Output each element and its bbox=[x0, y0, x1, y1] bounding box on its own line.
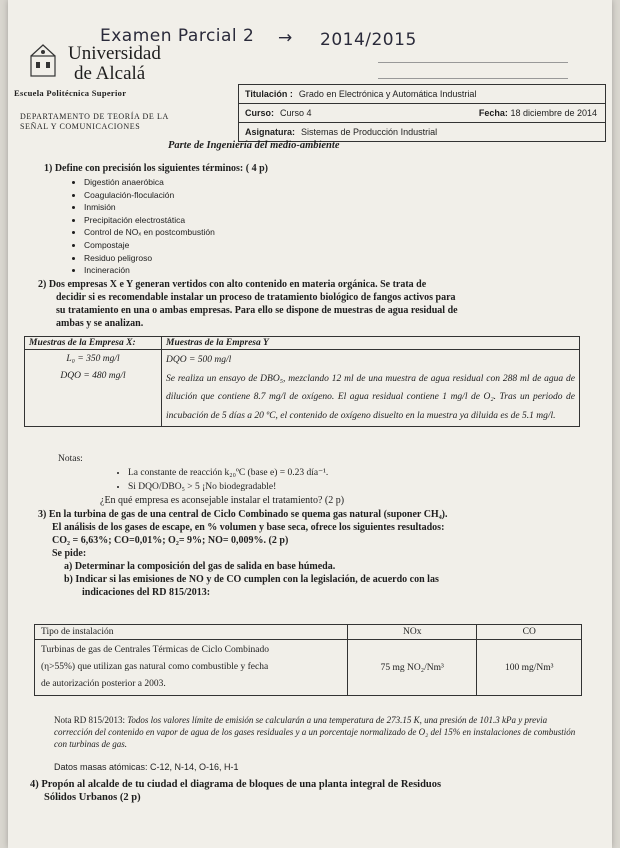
university-name: Universidad de Alcalá bbox=[68, 43, 161, 84]
rule bbox=[378, 62, 568, 63]
table-row bbox=[25, 350, 580, 427]
table-row bbox=[35, 625, 582, 640]
titulacion-row: Titulación : Grado en Electrónica y Automática Industrial bbox=[239, 85, 605, 104]
rd-note: Nota RD 815/2013: Todos los valores límite de emisión se calcularán a una temperatura de 273.15 K, una presión de 101.3 kPa y previa corrección del contenido en vapor de agua de los gases residuales y a un porcentaje normalizado de O₂ del 15% en instalaciones de combustión con turbinas de gas. bbox=[54, 715, 576, 749]
empresa-y-values: DQO = 500 mg/l Se realiza un ensayo de DBO₅, mezclando 12 ml de una muestra de agua residual con 288 ml de agua de dilución que contiene 8.7 mg/l de oxígeno. El agua residual contiene 1 mg/l de O₂. Tras un periodo de incubación de 5 días a 20 ºC, el contenido de oxígeno disuelto en la muestra ya diluida es de 5.1 mg/l. bbox=[162, 350, 580, 427]
question-2: 2) Dos empresas X e Y generan vertidos con alto contenido en materia orgánica. Se trata de decidir si es recomendable instalar un proceso de tratamiento biológico de fangos activos para su tratamiento en una o ambas empresas. Para ello se dispone de muestras de agua residual de ambas y se analizan. bbox=[38, 279, 458, 329]
list-item: • Residuo peligroso bbox=[84, 252, 215, 265]
empresa-x-values: L₀ = 350 mg/l DQO = 480 mg/l bbox=[25, 350, 162, 427]
list-item: • Si DQO/DBO₅ > 5 ¡No biodegradable! bbox=[128, 480, 528, 494]
samples-table bbox=[24, 336, 580, 427]
list-item: • Compostaje bbox=[84, 239, 215, 252]
list-item: • La constante de reacción k₂₀ºC (base e) = 0.23 día⁻¹. bbox=[128, 466, 528, 480]
exam-page bbox=[8, 0, 612, 848]
department-name: DEPARTAMENTO DE TEORÍA DE LA SEÑAL Y COMUNICACIONES bbox=[20, 112, 169, 131]
school-name: Escuela Politécnica Superior bbox=[14, 88, 127, 98]
curso-row: Curso: Curso 4 Fecha: 18 diciembre de 2014 bbox=[239, 104, 605, 123]
question-2-ask: ¿En qué empresa es aconsejable instalar el tratamiento? (2 p) bbox=[100, 495, 345, 506]
header-nox: NOx bbox=[348, 625, 477, 640]
list-item: • Incineración bbox=[84, 264, 215, 277]
handwritten-title: Examen Parcial 2 bbox=[100, 26, 255, 46]
header-tipo: Tipo de instalación bbox=[35, 625, 348, 640]
handwritten-arrow: → bbox=[278, 28, 293, 48]
list-item: • Digestión anaeróbica bbox=[84, 176, 215, 189]
terms-list bbox=[66, 176, 215, 277]
header-empresa-x: Muestras de la Empresa X: bbox=[25, 337, 162, 350]
list-item: • Inmisión bbox=[84, 201, 215, 214]
asignatura-row: Asignatura: Sistemas de Producción Industrial bbox=[245, 127, 438, 137]
list-item: • Precipitación electrostática bbox=[84, 214, 215, 227]
table-row bbox=[25, 337, 580, 350]
table-row bbox=[35, 640, 582, 696]
question-3: 3) En la turbina de gas de una central de Ciclo Combinado se quema gas natural (suponer CH₄). El análisis de los gases de escape, en % volumen y base seca, ofrece los siguientes resultados: CO₂ = 6,63%; CO=0,01%; O₂= 9%; NO= 0,009%. (2 p) Se pide: a) Determinar la composición del gas de salida en base húmeda. b) Indicar si las emisiones de NO y de CO cumplen con la legislación, de acuerdo con las indicaciones del RD 815/2013: bbox=[38, 509, 448, 598]
atomic-masses: Datos masas atómicas: C-12, N-14, O-16, H-1 bbox=[54, 762, 239, 772]
header-empresa-y: Muestras de la Empresa Y bbox=[162, 337, 580, 350]
nox-value: 75 mg NO₂/Nm³ bbox=[348, 640, 477, 696]
university-logo-icon bbox=[28, 42, 58, 78]
header-co: CO bbox=[477, 625, 582, 640]
emissions-table bbox=[34, 624, 582, 696]
list-item: • Control de NOₓ en postcombustión bbox=[84, 226, 215, 239]
list-item: • Coagulación-floculación bbox=[84, 189, 215, 202]
course-info-box bbox=[238, 84, 606, 142]
question-1: 1) Define con precisión los siguientes términos: ( 4 p) bbox=[44, 163, 268, 174]
section-subtitle: Parte de Ingeniería del medio-ambiente bbox=[168, 140, 340, 151]
co-value: 100 mg/Nm³ bbox=[477, 640, 582, 696]
handwritten-year: 2014/2015 bbox=[320, 30, 417, 50]
tipo-cell: Turbinas de gas de Centrales Térmicas de Ciclo Combinado (η>55%) que utilizan gas natural como combustible y fecha de autorización posterior a 2003. bbox=[35, 640, 348, 696]
rule bbox=[378, 78, 568, 79]
notes-block: Notas: • La constante de reacción k₂₀ºC (base e) = 0.23 día⁻¹. • Si DQO/DBO₅ > 5 ¡No biodegradable! bbox=[58, 454, 83, 464]
question-4: 4) Propón al alcalde de tu ciudad el diagrama de bloques de una planta integral de Residuos Sólidos Urbanos (2 p) bbox=[30, 779, 442, 803]
